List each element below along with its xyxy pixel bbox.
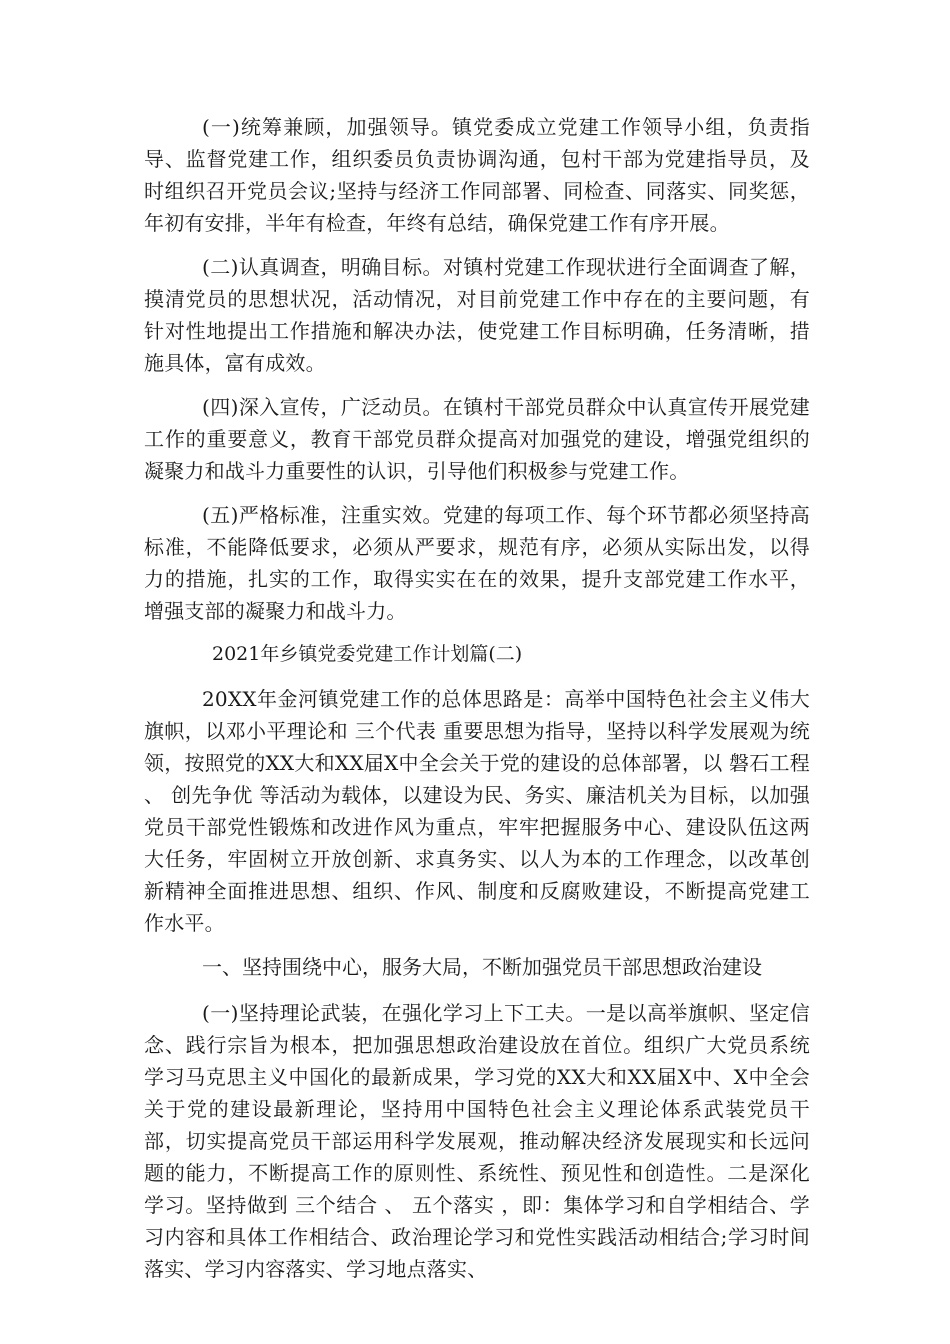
heading-one: 一、坚持围绕中心，服务大局，不断加强党员干部思想政治建设: [202, 955, 762, 979]
paragraph-publicity: (四)深入宣传，广泛动员。在镇村干部党员群众中认真宣传开展党建工作的重要意义，教育干部党员群众提高对加强党的建设，增强党组织的凝聚力和战斗力重要性的认识，引导他们积极参与党建工作。: [144, 395, 810, 483]
section-title: 2021年乡镇党委党建工作计划篇(二): [212, 643, 523, 665]
paragraph-theory-study: (一)坚持理论武装，在强化学习上下工夫。一是以高举旗帜、坚定信念、践行宗旨为根本，把加强思想政治建设放在首位。组织广大党员系统学习马克思主义中国化的最新成果，学习党的XX大和XX届X中、X中全会关于党的建设最新理论，坚持用中国特色社会主义理论体系武装党员干部，切实提高党员干部运用科学发展观，推动解决经济发展现实和长远问题的能力，不断提高工作的原则性、系统性、预见性和创造性。二是深化学习。坚持做到 三个结合 、 五个落实 ，即：集体学习和自学相结合、学习内容和具体工作相结合、政治理论学习和党性实践活动相结合;学习时间落实、学习内容落实、学习地点落实、: [144, 1001, 810, 1281]
paragraph-leadership: (一)统筹兼顾，加强领导。镇党委成立党建工作领导小组，负责指导、监督党建工作，组织委员负责协调沟通，包村干部为党建指导员，及时组织召开党员会议;坚持与经济工作同部署、同检查、同落实、同奖惩，年初有安排，半年有检查，年终有总结，确保党建工作有序开展。: [144, 115, 810, 235]
paragraph-investigation: (二)认真调查，明确目标。对镇村党建工作现状进行全面调查了解，摸清党员的思想状况，活动情况，对目前党建工作中存在的主要问题，有针对性地提出工作措施和解决办法，使党建工作目标明确，任务清晰，措施具体，富有成效。: [144, 255, 810, 375]
paragraph-overall-thinking: 20XX年金河镇党建工作的总体思路是：高举中国特色社会主义伟大旗帜，以邓小平理论和 三个代表 重要思想为指导，坚持以科学发展观为统领，按照党的XX大和XX届X中全会关于党的建设的总体部署，以 磐石工程 、 创先争优 等活动为载体，以建设为民、务实、廉洁机关为目标，以加强党员干部党性锻炼和改进作风为重点，牢牢把握服务中心、建设队伍这两大任务，牢固树立开放创新、求真务实、以人为本的工作理念，以改革创新精神全面推进思想、组织、作风、制度和反腐败建设，不断提高党建工作水平。: [144, 687, 810, 935]
document-body: [144, 111, 810, 1295]
paragraph-standards: (五)严格标准，注重实效。党建的每项工作、每个环节都必须坚持高标准，不能降低要求，必须从严要求，规范有序，必须从实际出发，以得力的措施，扎实的工作，取得实实在在的效果，提升支部党建工作水平，增强支部的凝聚力和战斗力。: [144, 503, 810, 623]
